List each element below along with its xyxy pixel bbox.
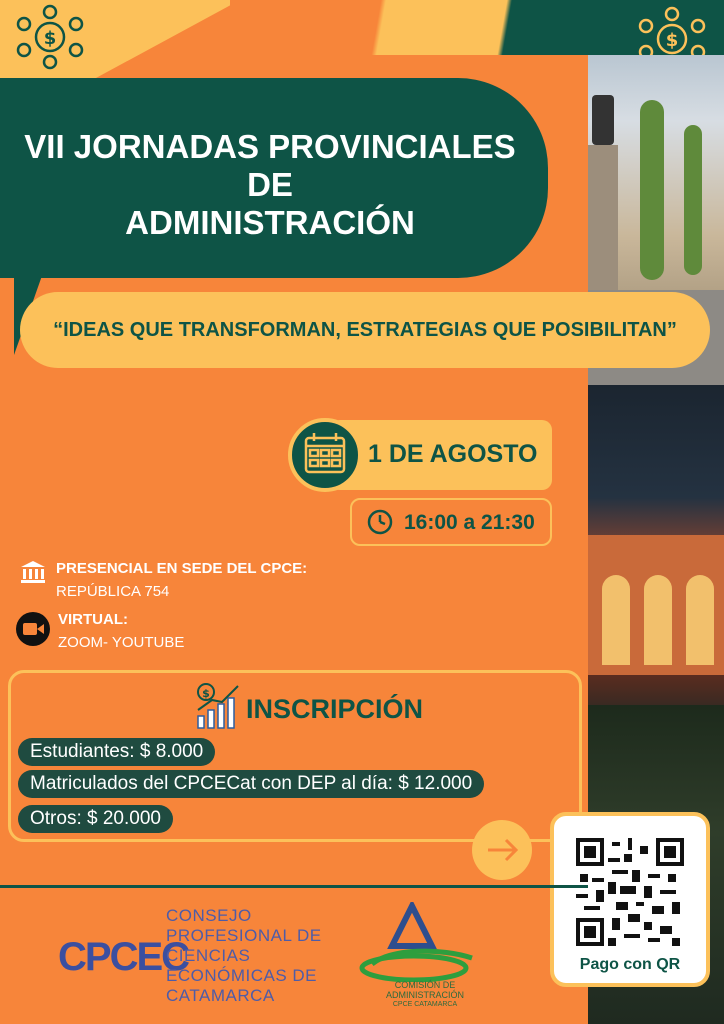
tagline-banner bbox=[20, 292, 710, 368]
comision-logo bbox=[352, 902, 492, 982]
qr-label: Pago con QR bbox=[579, 956, 681, 973]
title-line-1: VII JORNADAS PROVINCIALES bbox=[24, 128, 516, 165]
registration-title: INSCRIPCIÓN bbox=[246, 694, 424, 724]
qr-code[interactable] bbox=[576, 838, 684, 946]
comision-line: COMISIÓN DE bbox=[394, 980, 456, 990]
video-camera-icon bbox=[16, 612, 50, 646]
cactus bbox=[684, 125, 702, 275]
price-others: Otros: $ 20.000 bbox=[18, 805, 173, 833]
arch bbox=[644, 575, 672, 665]
footer-divider bbox=[0, 885, 588, 888]
inperson-address: REPÚBLICA 754 bbox=[56, 583, 170, 600]
comision-line: CPCE CATAMARCA bbox=[392, 1001, 458, 1008]
title-banner bbox=[0, 78, 548, 278]
cpce-name-line: CATAMARCA bbox=[166, 986, 275, 1005]
calendar-icon bbox=[292, 422, 358, 488]
cpce-name-line: ECONÓMICAS DE bbox=[166, 966, 318, 985]
arch bbox=[602, 575, 630, 665]
cpce-name bbox=[166, 906, 322, 1006]
arch bbox=[686, 575, 714, 665]
stone-pillar bbox=[588, 145, 618, 295]
title-line-2: DE bbox=[247, 166, 293, 203]
svg-text:$: $ bbox=[665, 30, 679, 51]
svg-text:$: $ bbox=[202, 687, 210, 700]
arrow-right-icon bbox=[472, 820, 532, 880]
svg-text:$: $ bbox=[43, 28, 57, 49]
price-students: Estudiantes: $ 8.000 bbox=[18, 738, 215, 766]
title-line-3: ADMINISTRACIÓN bbox=[125, 204, 415, 241]
street-lamp bbox=[592, 95, 614, 145]
event-time: 16:00 a 21:30 bbox=[404, 511, 535, 534]
comision-text bbox=[360, 980, 490, 1010]
time-badge bbox=[350, 498, 552, 546]
date-badge bbox=[330, 420, 552, 490]
inperson-heading: PRESENCIAL EN SEDE DEL CPCE: bbox=[56, 560, 308, 577]
cpce-name-line: CONSEJO bbox=[166, 906, 252, 925]
growth-chart-icon bbox=[194, 682, 242, 730]
tagline-text: “IDEAS QUE TRANSFORMAN, ESTRATEGIAS QUE POSIBILITAN” bbox=[53, 318, 677, 341]
cpce-logo: CPCEC bbox=[58, 935, 189, 979]
cpce-name-line: CIENCIAS bbox=[166, 946, 251, 965]
photo-cathedral-night bbox=[588, 385, 724, 705]
price-members: Matriculados del CPCECat con DEP al día: $ 12.000 bbox=[18, 770, 484, 798]
virtual-platforms: ZOOM- YOUTUBE bbox=[58, 634, 185, 651]
virtual-heading: VIRTUAL: bbox=[58, 611, 128, 628]
arrow-button[interactable] bbox=[472, 820, 532, 880]
clock-icon bbox=[366, 508, 394, 536]
calendar-icon-circle bbox=[288, 418, 362, 492]
cactus bbox=[640, 100, 664, 280]
cpce-name-line: PROFESIONAL DE bbox=[166, 926, 322, 945]
bank-icon bbox=[20, 560, 46, 584]
event-date: 1 DE AGOSTO bbox=[368, 440, 538, 468]
comision-line: ADMINISTRACIÓN bbox=[385, 990, 464, 1000]
network-finance-icon bbox=[14, 4, 86, 70]
